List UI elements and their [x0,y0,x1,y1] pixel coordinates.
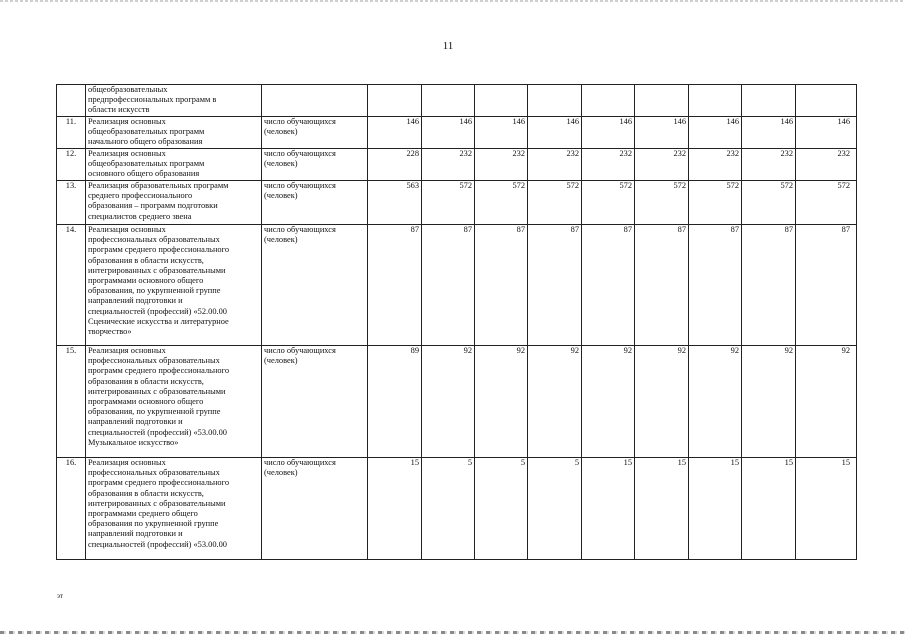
row-name-line: образования, по укрупненной группе [88,407,221,417]
value-cell: 15 [582,458,635,560]
value-cell: 563 [368,181,422,225]
value-cell: 15 [635,458,689,560]
value-cell [422,85,475,117]
value-cell: 232 [742,149,796,181]
row-name-line: Реализация основных [88,346,166,355]
row-name-line: Реализация основных [88,117,166,126]
value-cell: 232 [635,149,689,181]
value-cell: 232 [528,149,582,181]
row-name-line: программ среднего профессионального [88,478,230,488]
value-cell: 87 [422,225,475,346]
value-cell: 228 [368,149,422,181]
row-name-line: Музыкальное искусство» [88,437,179,447]
row-number [57,85,86,117]
row-unit [262,149,368,181]
value-cell: 572 [689,181,742,225]
value-cell: 232 [796,149,857,181]
value-cell: 572 [742,181,796,225]
value-cell: 5 [528,458,582,560]
row-unit [262,458,368,560]
row-number: 14. [57,225,86,346]
row-name [86,181,262,225]
table-row [57,181,857,225]
value-cell: 92 [528,346,582,458]
row-name-line: профессиональных образовательных [88,356,220,366]
value-cell: 87 [528,225,582,346]
value-cell: 572 [796,181,857,225]
row-name-line: интегрированных с образовательными [88,265,226,275]
value-cell: 572 [475,181,528,225]
value-cell: 15 [796,458,857,560]
value-cell [528,85,582,117]
value-cell: 146 [582,117,635,149]
row-number: 16. [57,458,86,560]
row-name-line: образования по укрупненной группе [88,519,219,529]
row-name [86,346,262,458]
value-cell: 232 [689,149,742,181]
table-row [57,149,857,181]
value-cell [689,85,742,117]
row-name-line: Реализация основных [88,458,166,467]
row-unit-line: число обучающихся [264,346,336,355]
row-name-line: образования в области искусств, [88,376,204,386]
row-name [86,117,262,149]
row-name-line: интегрированных с образовательными [88,386,226,396]
row-name-line: общеобразовательных [88,85,168,94]
row-name-line: программ среднего профессионального [88,366,230,376]
row-unit-line: (человек) [264,127,298,137]
row-name-line: образования в области искусств, [88,255,204,265]
row-unit-line: число обучающихся [264,181,336,190]
row-name-line: специальностей (профессий) «53.00.00 [88,539,227,549]
row-number: 13. [57,181,86,225]
value-cell: 15 [689,458,742,560]
row-unit [262,346,368,458]
row-name-line: Реализация основных [88,149,166,158]
value-cell: 89 [368,346,422,458]
row-name-line: направлений подготовки и [88,529,183,539]
row-name-line: специальностей (профессий) «53.00.00 [88,427,227,437]
row-number: 11. [57,117,86,149]
row-unit-line: (человек) [264,191,298,201]
row-name-line: творчество» [88,327,132,337]
value-cell: 92 [422,346,475,458]
row-unit [262,181,368,225]
row-unit-line: число обучающихся [264,225,336,234]
value-cell: 87 [368,225,422,346]
table-row [57,346,857,458]
row-name-line: программами основного общего [88,397,204,407]
value-cell: 232 [422,149,475,181]
value-cell: 15 [742,458,796,560]
value-cell [742,85,796,117]
table-row [57,85,857,117]
value-cell: 92 [742,346,796,458]
row-name-line: области искусств [88,105,150,115]
row-unit-line: (человек) [264,356,298,366]
value-cell [635,85,689,117]
row-unit-line: (человек) [264,235,298,245]
value-cell: 146 [368,117,422,149]
row-unit-line: число обучающихся [264,458,336,467]
value-cell: 146 [635,117,689,149]
value-cell: 5 [475,458,528,560]
value-cell: 87 [796,225,857,346]
table-row [57,117,857,149]
row-name-line: образования – программ подготовки [88,201,218,211]
value-cell: 146 [742,117,796,149]
row-unit-line: (человек) [264,159,298,169]
scan-edge-top [0,0,905,2]
value-cell: 87 [582,225,635,346]
row-name-line: специалистов среднего звена [88,211,192,221]
row-name-line: интегрированных с образовательными [88,498,226,508]
row-unit [262,117,368,149]
row-name-line: программ среднего профессионального [88,245,230,255]
row-unit [262,85,368,117]
data-table [56,84,857,560]
value-cell: 146 [528,117,582,149]
row-number: 12. [57,149,86,181]
scan-edge-bottom [0,631,905,634]
value-cell: 572 [635,181,689,225]
row-name-line: образования в области искусств, [88,488,204,498]
row-unit [262,225,368,346]
value-cell: 146 [475,117,528,149]
value-cell: 572 [528,181,582,225]
row-name-line: профессиональных образовательных [88,235,220,245]
row-name-line: Реализация основных [88,225,166,234]
value-cell [368,85,422,117]
table-body [57,85,857,560]
row-name [86,149,262,181]
value-cell: 146 [689,117,742,149]
row-name-line: среднего профессионального [88,191,193,201]
row-name-line: программами основного общего [88,276,204,286]
value-cell [582,85,635,117]
row-name-line: общеобразовательных программ [88,127,205,137]
row-name-line: программами среднего общего [88,509,198,519]
page-number: 11 [442,40,454,52]
row-name [86,225,262,346]
value-cell: 572 [582,181,635,225]
value-cell: 15 [368,458,422,560]
row-name [86,458,262,560]
row-name-line: Реализация образовательных программ [88,181,229,190]
value-cell: 232 [582,149,635,181]
value-cell: 146 [422,117,475,149]
table-row [57,225,857,346]
value-cell: 92 [796,346,857,458]
value-cell: 92 [582,346,635,458]
value-cell: 92 [689,346,742,458]
row-name-line: Сценические искусства и литературное [88,316,229,326]
value-cell: 5 [422,458,475,560]
row-name-line: основного общего образования [88,169,200,179]
row-name-line: профессиональных образовательных [88,468,220,478]
value-cell: 92 [475,346,528,458]
value-cell: 146 [796,117,857,149]
value-cell: 232 [475,149,528,181]
row-name-line: предпрофессиональных программ в [88,95,217,105]
row-name-line: начального общего образования [88,137,203,147]
row-unit-line: число обучающихся [264,149,336,158]
value-cell: 87 [689,225,742,346]
row-name [86,85,262,117]
row-name-line: направлений подготовки и [88,417,183,427]
row-number: 15. [57,346,86,458]
value-cell: 92 [635,346,689,458]
footer-mark: эт [57,592,64,600]
value-cell: 87 [742,225,796,346]
table-row [57,458,857,560]
value-cell [796,85,857,117]
row-name-line: специальностей (профессий) «52.00.00 [88,306,227,316]
value-cell: 87 [475,225,528,346]
row-unit-line: (человек) [264,468,298,478]
row-name-line: общеобразовательных программ [88,159,205,169]
value-cell [475,85,528,117]
row-unit-line: число обучающихся [264,117,336,126]
row-name-line: образования, по укрупненной группе [88,286,221,296]
value-cell: 87 [635,225,689,346]
value-cell: 572 [422,181,475,225]
row-name-line: направлений подготовки и [88,296,183,306]
